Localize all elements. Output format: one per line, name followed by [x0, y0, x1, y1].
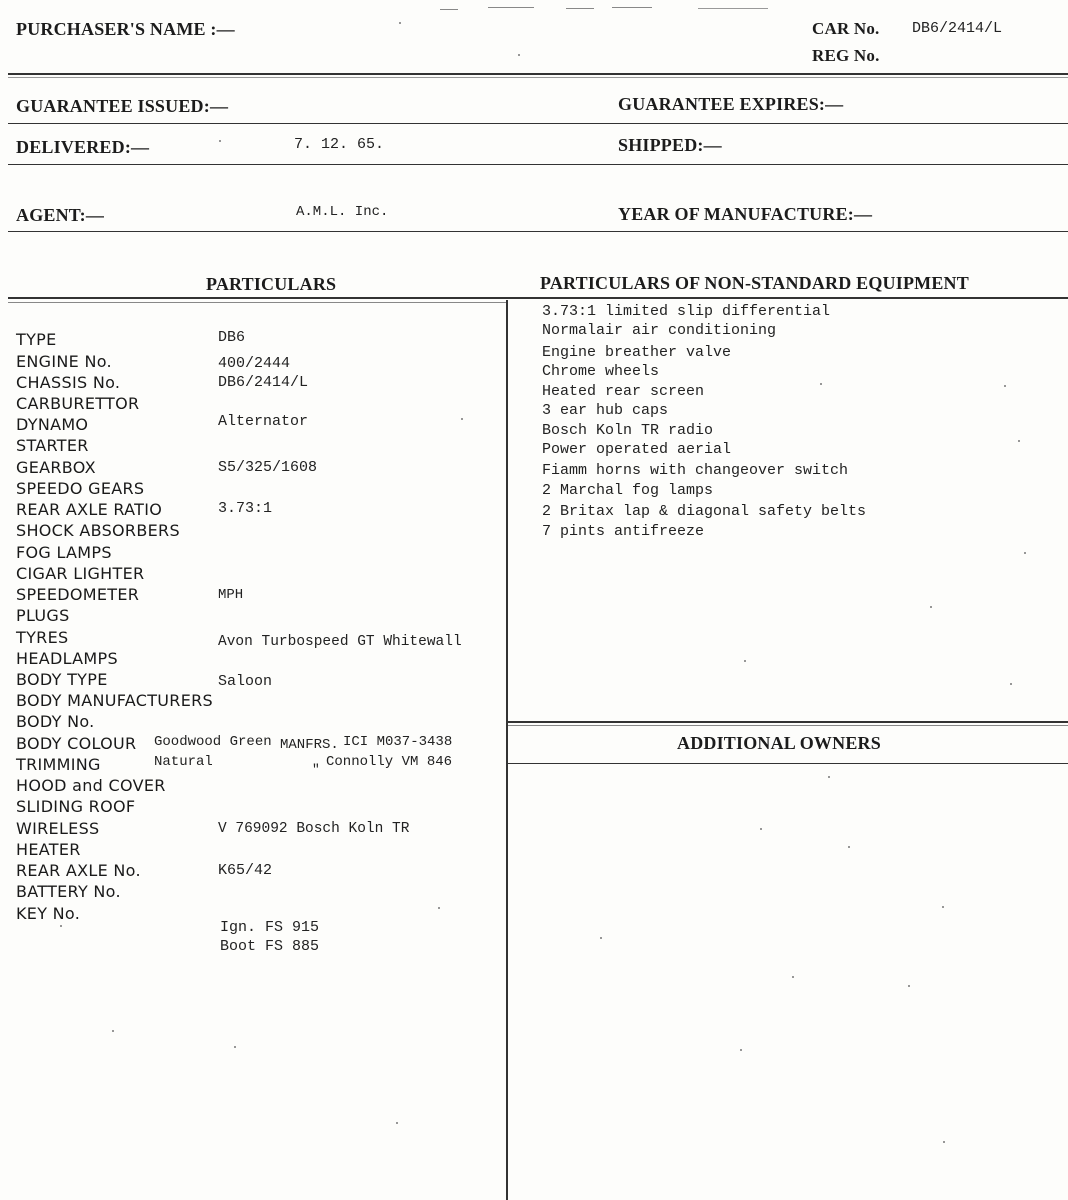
purchaser-name-label: PURCHASER'S NAME :— [16, 19, 235, 39]
additional-owners-title: ADDITIONAL OWNERS [677, 733, 881, 753]
label-headlamps: HEADLAMPS [16, 649, 118, 668]
label-starter: STARTER [16, 436, 89, 455]
value-body-colour-manfrs: MANFRS. [280, 737, 339, 753]
value-gearbox: S5/325/1608 [218, 459, 318, 476]
scan-speck [820, 383, 822, 385]
value-rear-axle-no: K65/42 [218, 862, 273, 879]
label-type: TYPE [16, 330, 57, 349]
value-engine-no: 400/2444 [218, 355, 291, 372]
particulars-title: PARTICULARS [206, 274, 337, 294]
scan-speck [399, 22, 401, 24]
label-wireless: WIRELESS [16, 819, 100, 838]
label-tyres: TYRES [16, 628, 69, 647]
scan-speck [943, 1141, 945, 1143]
divider-additional-owners-bottom [508, 763, 1068, 764]
value-trimming-code: Connolly VM 846 [326, 754, 453, 770]
scan-speck [942, 906, 944, 908]
divider-agent [8, 231, 1068, 232]
label-cigar-lighter: CIGAR LIGHTER [16, 564, 145, 583]
scan-speck [112, 1030, 114, 1032]
scan-speck [396, 1122, 398, 1124]
divider-particulars-shadow [8, 302, 506, 303]
label-dynamo: DYNAMO [16, 415, 89, 434]
value-trimming-ditto: " [312, 762, 320, 777]
scan-speck [600, 937, 602, 939]
equipment-item: Bosch Koln TR radio [542, 422, 714, 439]
value-type: DB6 [218, 329, 246, 346]
year-of-manufacture-label: YEAR OF MANUFACTURE:— [618, 204, 873, 224]
scan-speck [234, 1046, 236, 1048]
equipment-item: 3 ear hub caps [542, 402, 669, 419]
label-carburettor: CARBURETTOR [16, 394, 140, 413]
non-standard-title: PARTICULARS OF NON-STANDARD EQUIPMENT [540, 273, 969, 293]
label-speedo-gears: SPEEDO GEARS [16, 479, 145, 498]
scan-speck [1010, 683, 1012, 685]
equipment-item: Chrome wheels [542, 363, 660, 380]
shipped-label: SHIPPED:— [618, 135, 722, 155]
scan-mark [488, 7, 534, 8]
equipment-item: 2 Marchal fog lamps [542, 482, 714, 499]
agent-value: A.M.L. Inc. [296, 204, 389, 220]
scan-speck [518, 54, 520, 56]
scan-mark [566, 8, 594, 9]
value-body-colour-code: ICI M037-3438 [343, 734, 453, 750]
car-no-label: CAR No. [812, 19, 880, 38]
equipment-item: 7 pints antifreeze [542, 523, 705, 540]
scan-speck [792, 976, 794, 978]
label-key-no: KEY No. [16, 904, 81, 923]
value-rear-axle-ratio: 3.73:1 [218, 500, 273, 517]
divider-header-shadow [8, 77, 1068, 78]
scan-speck [744, 660, 746, 662]
label-heater: HEATER [16, 840, 81, 859]
label-body-manufacturers: BODY MANUFACTURERS [16, 691, 213, 710]
label-trimming: TRIMMING [16, 755, 101, 774]
delivered-date: 7. 12. 65. [294, 136, 385, 153]
label-body-type: BODY TYPE [16, 670, 108, 689]
equipment-item: Fiamm horns with changeover switch [542, 462, 849, 479]
agent-label: AGENT:— [16, 205, 105, 225]
label-sliding-roof: SLIDING ROOF [16, 797, 136, 816]
label-speedometer: SPEEDOMETER [16, 585, 140, 604]
divider-header [8, 73, 1068, 75]
value-body-type: Saloon [218, 673, 273, 690]
label-rear-axle-no: REAR AXLE No. [16, 861, 141, 880]
equipment-item: Engine breather valve [542, 344, 732, 361]
value-key-ign: Ign. FS 915 [220, 919, 320, 936]
value-chassis-no: DB6/2414/L [218, 374, 309, 391]
label-plugs: PLUGS [16, 606, 70, 625]
scan-mark [698, 8, 768, 9]
label-fog-lamps: FOG LAMPS [16, 543, 112, 562]
scan-mark [612, 7, 652, 8]
equipment-item: Power operated aerial [542, 441, 732, 458]
label-rear-axle-ratio: REAR AXLE RATIO [16, 500, 163, 519]
value-wireless: V 769092 Bosch Koln TR [218, 821, 410, 837]
divider-particulars [8, 297, 1068, 299]
divider-additional-owners-shadow [508, 725, 1068, 726]
equipment-item: Heated rear screen [542, 383, 705, 400]
value-tyres: Avon Turbospeed GT Whitewall [218, 634, 462, 650]
scan-speck [760, 828, 762, 830]
scan-speck [740, 1049, 742, 1051]
label-battery-no: BATTERY No. [16, 882, 121, 901]
label-gearbox: GEARBOX [16, 458, 96, 477]
label-chassis-no: CHASSIS No. [16, 373, 121, 392]
scan-speck [1024, 552, 1026, 554]
value-key-boot: Boot FS 885 [220, 938, 320, 955]
value-dynamo: Alternator [218, 413, 309, 430]
column-divider [506, 300, 508, 1200]
scan-speck [908, 985, 910, 987]
scan-speck [1018, 440, 1020, 442]
label-shock-absorbers: SHOCK ABSORBERS [16, 521, 180, 540]
equipment-item: Normalair air conditioning [542, 322, 777, 339]
scan-speck [828, 776, 830, 778]
label-engine-no: ENGINE No. [16, 352, 112, 371]
reg-no-label: REG No. [812, 46, 880, 65]
scan-speck [930, 606, 932, 608]
label-body-colour: BODY COLOUR [16, 734, 137, 753]
car-no-value: DB6/2414/L [912, 20, 1003, 37]
divider-additional-owners-top [508, 721, 1068, 723]
scan-speck [219, 140, 221, 142]
value-body-colour: Goodwood Green [154, 734, 272, 750]
scan-speck [438, 907, 440, 909]
guarantee-issued-label: GUARANTEE ISSUED:— [16, 96, 229, 116]
label-hood-and-cover: HOOD and COVER [16, 776, 166, 795]
value-speedometer: MPH [218, 587, 244, 603]
scan-speck [1004, 385, 1006, 387]
equipment-item: 3.73:1 limited slip differential [542, 303, 831, 320]
divider-delivered [8, 164, 1068, 165]
guarantee-expires-label: GUARANTEE EXPIRES:— [618, 94, 844, 114]
scan-speck [848, 846, 850, 848]
scan-speck [60, 925, 62, 927]
scan-mark [440, 9, 458, 10]
value-trimming: Natural [154, 754, 213, 770]
delivered-label: DELIVERED:— [16, 137, 150, 157]
equipment-item: 2 Britax lap & diagonal safety belts [542, 503, 867, 520]
scan-speck [461, 418, 463, 420]
divider-guarantee [8, 123, 1068, 124]
label-body-no: BODY No. [16, 712, 95, 731]
